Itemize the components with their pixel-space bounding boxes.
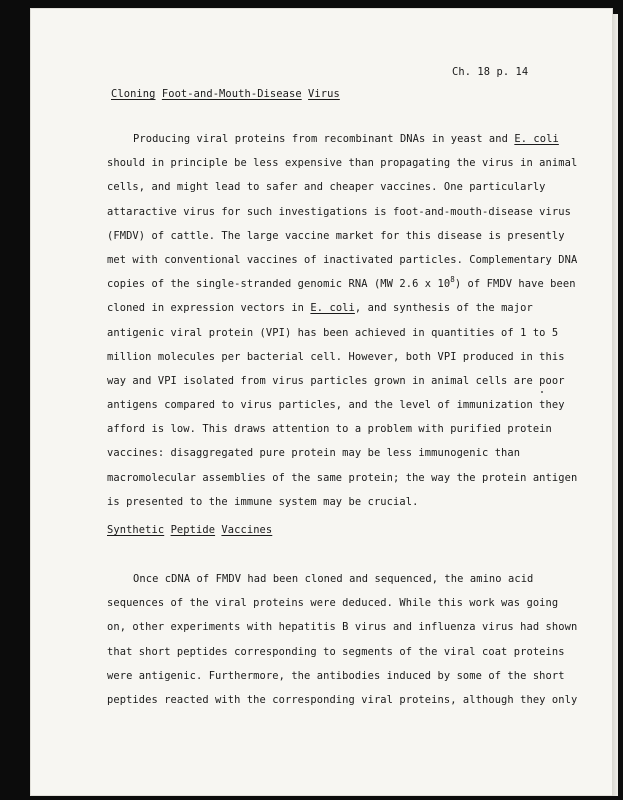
section-heading-cloning: [111, 88, 340, 100]
species-name: E. coli: [514, 133, 559, 145]
text-line: sequences of the viral proteins were deduced. While this work was going: [107, 597, 559, 610]
text-line: Once cDNA of FMDV had been cloned and sequenced, the amino acid: [133, 573, 534, 585]
text-line: [107, 272, 576, 296]
exponent: 8: [450, 275, 455, 285]
text-run: , and synthesis of the major: [354, 302, 533, 315]
section-heading-synthetic-peptide: [107, 524, 272, 536]
text-line: way and VPI isolated from virus particles grown in animal cells are poor: [107, 374, 565, 387]
paragraph-synthetic-peptide: [107, 567, 578, 712]
species-name: E. coli: [310, 302, 355, 315]
text-line: should in principle be less expensive than propagating the virus in animal: [107, 157, 578, 170]
text-line: on, other experiments with hepatitis B virus and influenza virus had shown: [107, 621, 578, 634]
text-line: attaractive virus for such investigations is foot-and-mouth-disease virus: [107, 205, 571, 218]
text-line: vaccines: disaggregated pure protein may be less immunogenic than: [107, 447, 521, 460]
text-line: [107, 127, 559, 151]
text-line: that short peptides corresponding to segments of the viral coat proteins: [107, 645, 565, 658]
text-line: macromolecular assemblies of the same protein; the way the protein antigen: [107, 471, 578, 484]
text-line: were antigenic. Furthermore, the antibodies induced by some of the short: [107, 669, 565, 682]
text-line: (FMDV) of cattle. The large vaccine market for this disease is presently: [107, 229, 565, 242]
heading-word: Peptide: [170, 524, 216, 536]
heading-word: Foot-and-Mouth-Disease: [161, 88, 302, 100]
text-run: ) of FMDV have been: [454, 278, 576, 291]
text-line: met with conventional vaccines of inactivated particles. Complementary DNA: [107, 253, 578, 266]
heading-word: Synthetic: [107, 524, 165, 536]
page-number: Ch. 18 p. 14: [452, 66, 529, 78]
text-run: Producing viral proteins from recombinant DNAs in yeast and: [133, 133, 515, 145]
heading-word: Cloning: [111, 88, 156, 100]
heading-word: Virus: [308, 88, 340, 100]
text-run: cloned in expression vectors in: [107, 302, 311, 315]
text-run: copies of the single-stranded genomic RNA (MW 2.6 x 10: [107, 278, 451, 291]
text-line: cells, and might lead to safer and cheaper vaccines. One particularly: [107, 181, 546, 194]
text-line: afford is low. This draws attention to a problem with purified protein: [107, 423, 552, 436]
text-line: million molecules per bacterial cell. However, both VPI produced in this: [107, 350, 565, 363]
paragraph-cloning: [107, 127, 578, 514]
text-line: peptides reacted with the corresponding viral proteins, although they only: [107, 693, 578, 706]
text-line: is presented to the immune system may be crucial.: [107, 495, 419, 508]
paper-speck: [541, 391, 543, 393]
heading-word: Vaccines: [221, 524, 273, 536]
text-line: [107, 296, 547, 320]
text-line: antigens compared to virus particles, and the level of immunization they: [107, 399, 565, 412]
text-line: antigenic viral protein (VPI) has been achieved in quantities of 1 to 5: [107, 326, 559, 339]
